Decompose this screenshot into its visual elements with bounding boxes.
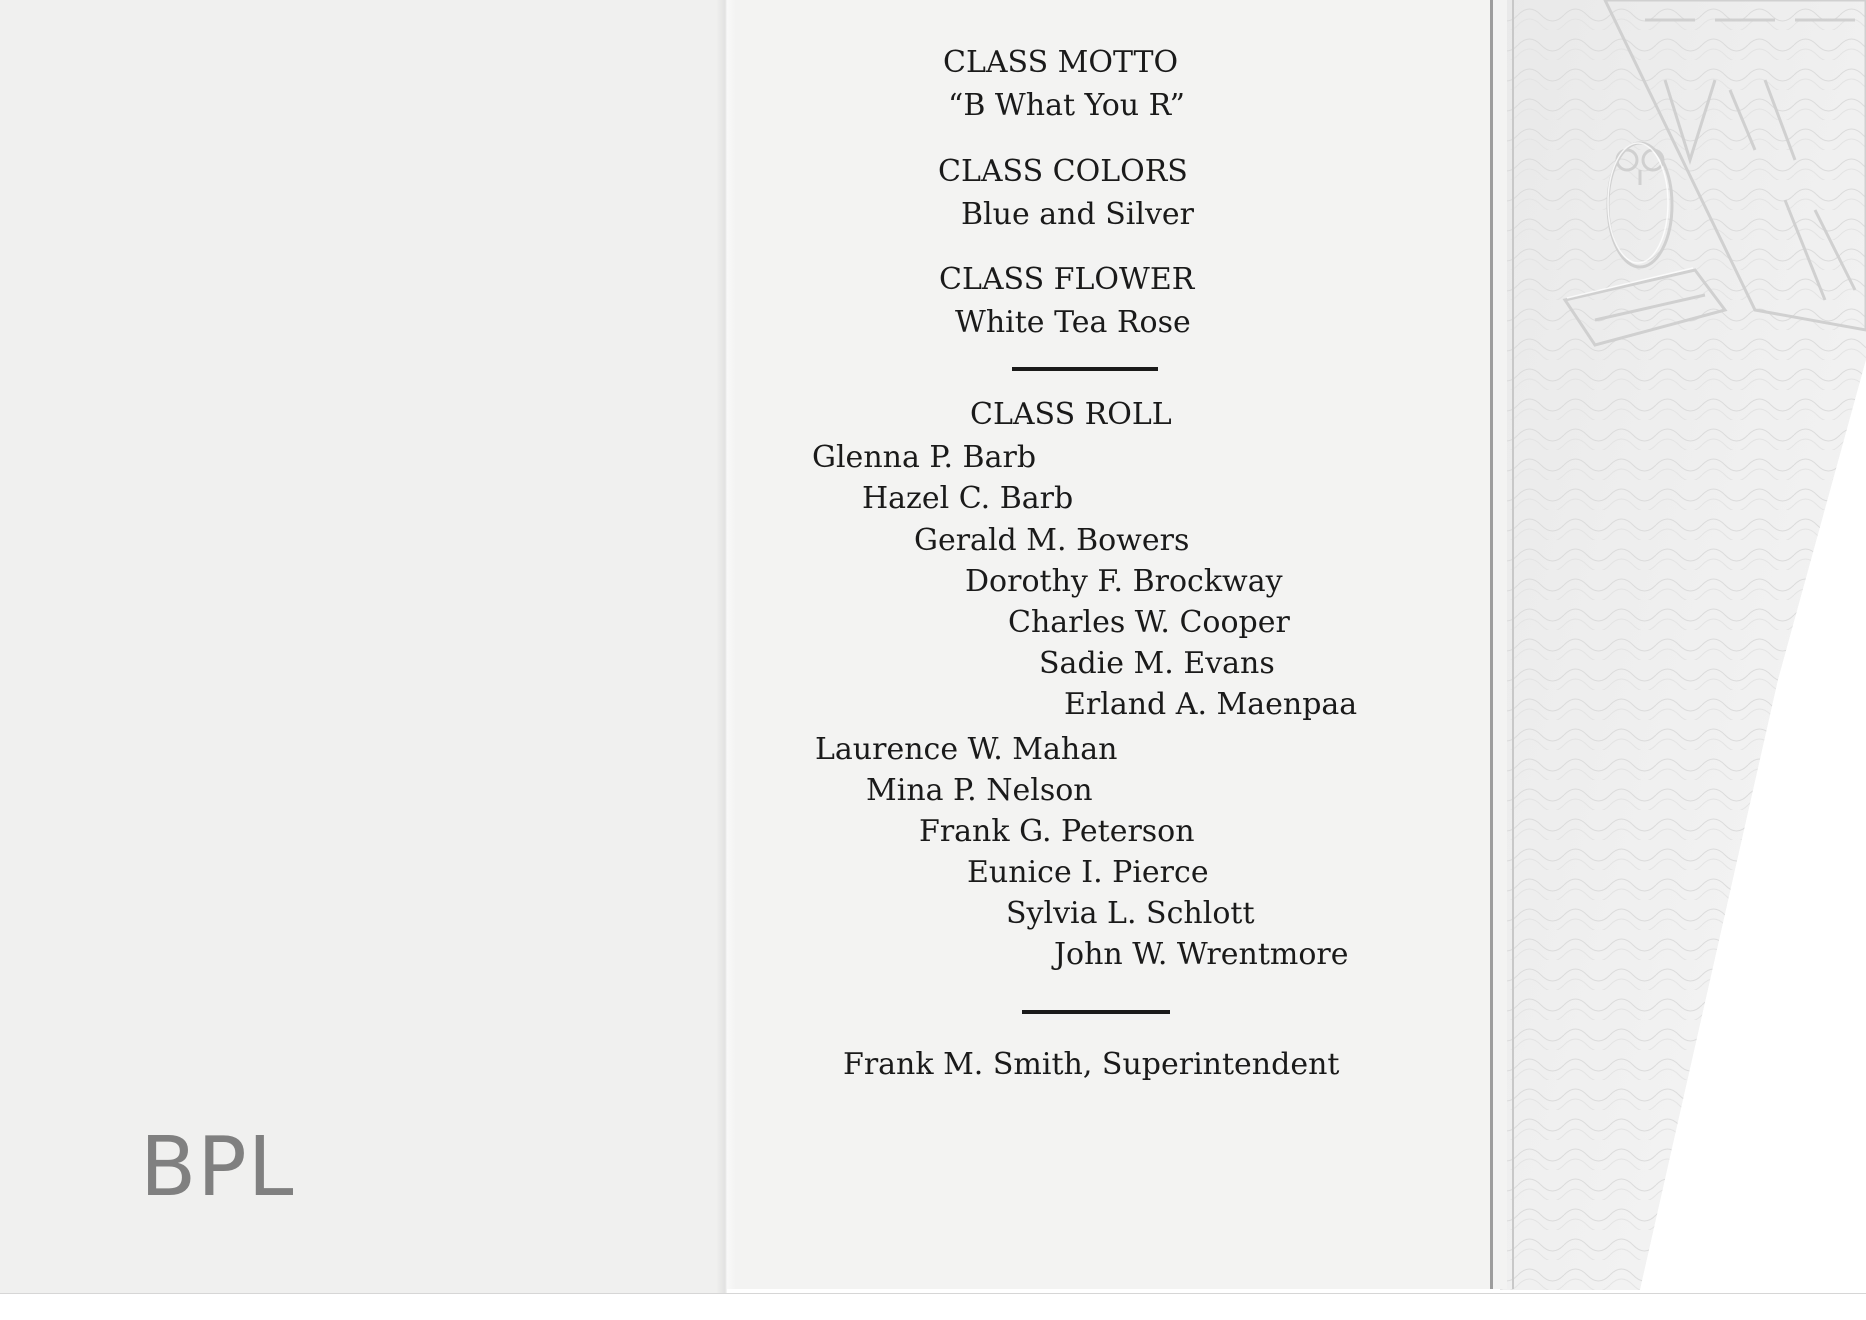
motto-heading: CLASS MOTTO (943, 45, 1179, 80)
program-page (727, 0, 1507, 1289)
flower-heading: CLASS FLOWER (939, 262, 1195, 297)
roll-name: Sadie M. Evans (1039, 646, 1275, 681)
scan-bottom-edge (0, 1293, 1866, 1320)
fold-line (1490, 0, 1493, 1289)
roll-name: Charles W. Cooper (1008, 605, 1290, 640)
roll-name: Dorothy F. Brockway (965, 564, 1283, 599)
bpl-watermark: BPL (140, 1120, 295, 1215)
roll-name: Gerald M. Bowers (914, 523, 1190, 558)
roll-heading: CLASS ROLL (970, 397, 1172, 432)
roll-name: Sylvia L. Schlott (1006, 896, 1255, 931)
superintendent-line: Frank M. Smith, Superintendent (843, 1047, 1340, 1082)
divider-bottom (1022, 1010, 1170, 1014)
page-crease (716, 0, 736, 1296)
left-page (0, 0, 727, 1296)
divider-top (1012, 367, 1158, 371)
roll-name: Glenna P. Barb (812, 440, 1037, 475)
colors-heading: CLASS COLORS (938, 154, 1188, 189)
colors-text: Blue and Silver (961, 197, 1194, 232)
roll-name: John W. Wrentmore (1054, 937, 1349, 972)
embossed-owl-on-book-emblem-icon (1555, 0, 1866, 420)
roll-name: Erland A. Maenpaa (1064, 687, 1358, 722)
roll-name: Laurence W. Mahan (815, 732, 1118, 767)
roll-name: Eunice I. Pierce (967, 855, 1209, 890)
fold-line-secondary (1512, 0, 1514, 1289)
flower-text: White Tea Rose (955, 305, 1191, 340)
roll-name: Frank G. Peterson (919, 814, 1195, 849)
motto-text: “B What You R” (948, 88, 1185, 123)
roll-name: Mina P. Nelson (866, 773, 1093, 808)
roll-name: Hazel C. Barb (862, 481, 1074, 516)
